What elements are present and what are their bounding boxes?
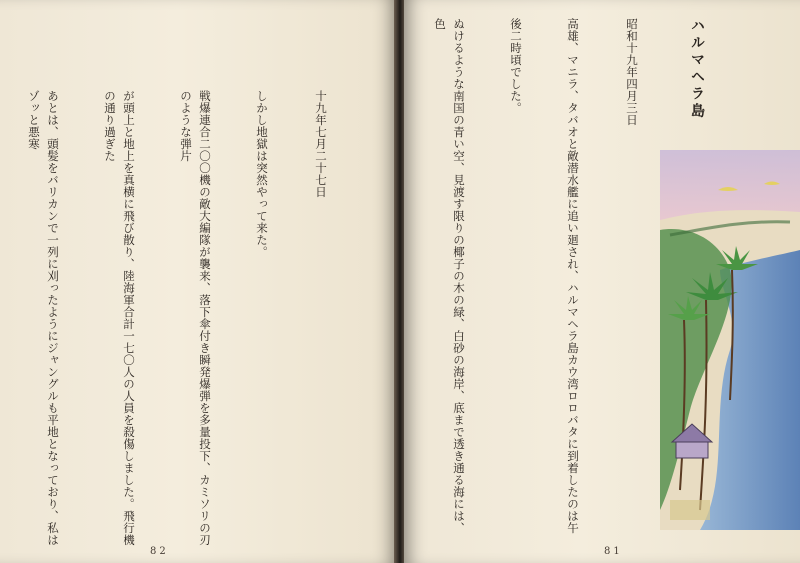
left-page-text [0,90,368,550]
right-line-1: 昭和十九年四月三日 [625,18,639,126]
right-line-2: 高雄、マニラ、タバオと敵潜水艦に追い廻され、ハルマヘラ島カウ湾ロロバタに到着したのは午 [566,18,580,534]
left-line-4: が頭上と地上を真横に飛び散り、陸海軍合計一七〇人の人員を殺傷しました。飛行機の通り過ぎた [103,90,136,546]
right-line-3: 後二時頃でした。 [509,18,523,114]
right-page-number: 81 [604,546,623,557]
left-page [0,0,396,563]
right-page [404,0,800,563]
left-line-1: 十九年七月二十七日 [314,90,328,198]
left-line-3: 戦爆連合二〇〇機の敵大編隊が襲来、落下傘付き瞬発爆弾を多量投下、カミソリの刃のような弾片 [179,90,212,546]
chapter-title: ハルマヘラ島 [689,18,705,120]
left-page-number: 82 [150,546,169,557]
beach-sand [670,500,710,520]
right-line-4: ぬけるような南国の青い空、見渡す限りの椰子の木の緑、白砂の海岸、底まで透き通る海には、色 [433,18,466,534]
left-line-2: しかし地獄は突然やって来た。 [255,90,269,258]
left-line-5: あとは、頭髪をバリカンで一列に刈ったようにジャングルも平地となっており、私はゾッと悪寒 [27,90,60,546]
sky-area [660,150,800,220]
palm-trees-coast-drawing [660,150,800,530]
